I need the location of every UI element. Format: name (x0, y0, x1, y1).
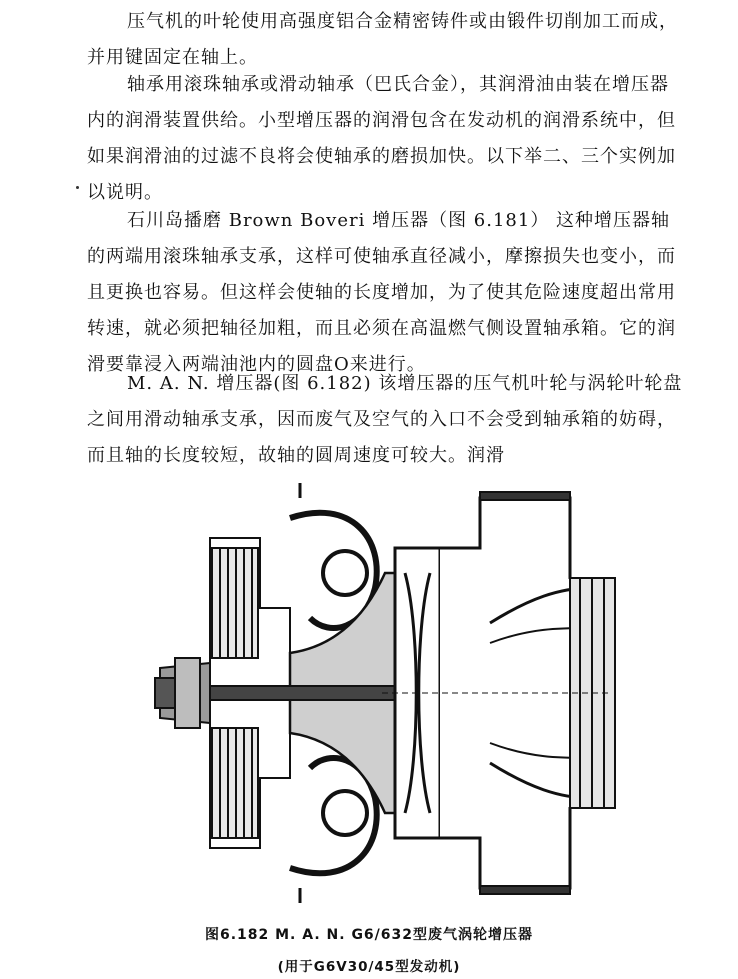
paragraph-brown-boveri (87, 203, 687, 383)
paragraph-impeller (87, 4, 687, 76)
figure-subcaption: (用于G6V30/45型发动机) (277, 959, 461, 975)
figure-caption: 图6.182 M. A. N. G6/632型废气涡轮增压器 (204, 927, 534, 943)
paragraph-text: 压气机的叶轮使用高强度铝合金精密铸件或由锻件切削加工而成，并用键固定在轴上。 (87, 11, 678, 68)
paragraph-text: 石川岛播磨 Brown Boveri 增压器（图 6.181） 这种增压器轴的两端用滚珠轴承支承，这样可使轴承直径减小，摩擦损失也变小，而且更换也容易。但这样会使轴的长度增加，为了使其危险速度超出常用转速，就必须把轴径加粗，而且必须在高温燃气侧设置轴承箱。它的润滑要靠浸入两端油池内的圆盘O来进行。 (87, 210, 676, 375)
paragraph-text: 轴承用滚珠轴承或滑动轴承（巴氏合金），其润滑油由装在增压器内的润滑装置供给。小型增压器的润滑包含在发动机的润滑系统中，但如果润滑油的过滤不良将会使轴承的磨损加快。以下举二、三个实例加以说明。 (87, 74, 676, 203)
turbocharger-cross-section-figure (150, 478, 620, 908)
paragraph-bearings (87, 67, 687, 211)
paragraph-man (87, 366, 687, 474)
paragraph-text: M. A. N. 增压器(图 6.182) 该增压器的压气机叶轮与涡轮叶轮盘之间用滑动轴承支承，因而废气及空气的入口不会受到轴承箱的妨碍，而且轴的长度较短，故轴的圆周速度可较大。润滑 (87, 373, 683, 466)
margin-dot (76, 186, 79, 189)
